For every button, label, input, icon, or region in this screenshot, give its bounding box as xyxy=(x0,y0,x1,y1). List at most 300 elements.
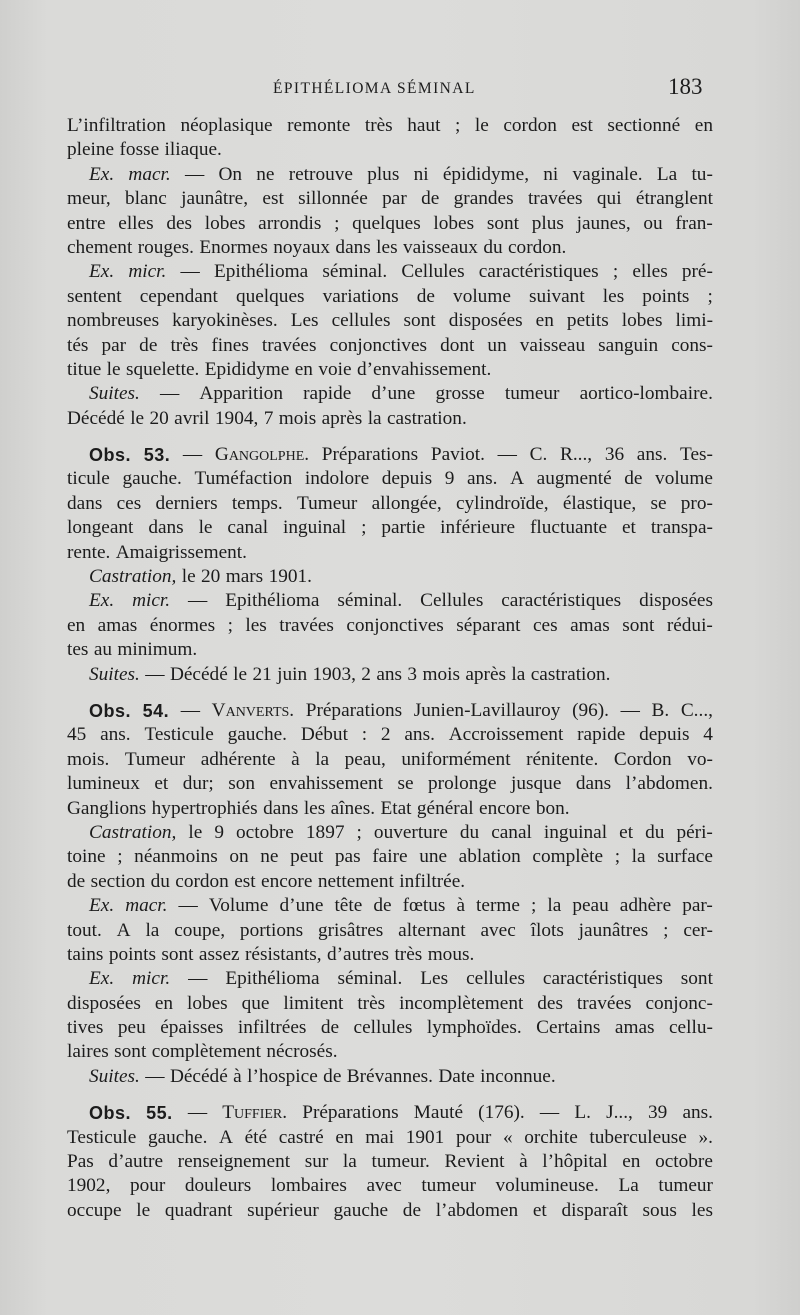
word: quelques xyxy=(352,212,421,234)
word: portions xyxy=(239,919,304,941)
word: section xyxy=(90,870,146,892)
word: très xyxy=(394,943,423,965)
paragraph xyxy=(67,114,713,163)
word: meur, xyxy=(67,188,111,210)
word: — xyxy=(178,895,198,917)
text-line xyxy=(67,845,713,869)
word: inconnue. xyxy=(480,1065,556,1087)
word: 3 xyxy=(407,663,418,685)
word: étranglent xyxy=(635,188,713,210)
section-label: Ex. xyxy=(89,590,115,612)
word: ; xyxy=(117,846,123,868)
word: lobes xyxy=(433,212,475,234)
word: et xyxy=(154,773,169,795)
text-line xyxy=(67,212,713,236)
word: indolore xyxy=(304,468,370,490)
word: mois xyxy=(278,407,317,429)
word: de xyxy=(373,895,392,917)
word: haut xyxy=(407,115,441,136)
word: inférieure xyxy=(440,517,516,539)
word: ablation xyxy=(458,846,521,868)
paragraph-gap xyxy=(67,431,713,443)
word: des xyxy=(537,992,563,1014)
word: vaisseaux xyxy=(402,236,478,258)
word: les xyxy=(602,285,625,307)
word: La xyxy=(618,1175,639,1197)
word: 39 xyxy=(648,1102,668,1124)
word: grandes xyxy=(453,188,514,210)
word: depuis xyxy=(639,724,690,746)
text-line xyxy=(67,382,713,406)
word: de xyxy=(320,1017,340,1039)
section-label: Ex. xyxy=(89,163,115,185)
text-line xyxy=(67,699,713,723)
text-line xyxy=(67,260,713,284)
section-label: Suites. xyxy=(89,1065,140,1087)
word: épaisses xyxy=(160,1017,224,1039)
paragraph xyxy=(67,1065,713,1089)
text-line xyxy=(67,894,713,918)
section-label: macr. xyxy=(125,895,168,917)
word: canal xyxy=(227,517,269,539)
word: du xyxy=(645,821,665,843)
word: A xyxy=(219,1126,233,1148)
word: Décédé xyxy=(67,407,125,429)
word: très xyxy=(170,334,199,356)
word: cependant xyxy=(139,285,218,307)
word: ans xyxy=(376,663,403,685)
word: Préparations xyxy=(305,699,403,721)
word: la xyxy=(315,748,330,770)
word: caractéristiques xyxy=(501,590,622,612)
word: bon. xyxy=(535,797,570,819)
word: quelques xyxy=(235,285,305,307)
word: adhère xyxy=(619,895,672,917)
word: — xyxy=(620,699,640,721)
word: travées xyxy=(576,992,632,1014)
word: adhérente xyxy=(200,748,276,770)
word: Apparition xyxy=(199,383,283,405)
word: On xyxy=(218,163,243,185)
word: séminal. xyxy=(322,261,388,283)
section-label: micr. xyxy=(132,590,171,612)
word: Testicule xyxy=(144,724,214,746)
word: augmenté xyxy=(536,468,612,490)
word: sanguin xyxy=(598,334,659,356)
section-label: Castration, xyxy=(89,821,177,843)
word: — xyxy=(160,383,180,405)
word: J..., xyxy=(606,1102,633,1124)
section-label: Castration, xyxy=(89,566,177,588)
word: avril xyxy=(174,407,210,429)
section-label: Ex. xyxy=(89,261,115,283)
word: castration. xyxy=(530,663,611,685)
word: pour xyxy=(129,1175,166,1197)
word: amas xyxy=(570,614,610,636)
word: tête xyxy=(334,895,363,917)
word: pas xyxy=(334,846,361,868)
word: nécrosés. xyxy=(266,1041,338,1063)
word: lobes xyxy=(204,212,246,234)
word: par xyxy=(101,334,127,356)
word: d’une xyxy=(279,895,324,917)
word: d’autre xyxy=(108,1151,164,1173)
word: rapide xyxy=(303,383,352,405)
word: se xyxy=(397,773,414,795)
word: disposées xyxy=(639,590,713,612)
word: faire xyxy=(372,846,408,868)
text-line xyxy=(67,797,713,821)
word: de xyxy=(67,870,86,892)
word: suivant xyxy=(528,285,585,307)
text-line xyxy=(67,565,713,589)
word: vaisseau xyxy=(519,334,586,356)
word: petits xyxy=(566,310,609,332)
paragraph xyxy=(67,894,713,967)
word: sont xyxy=(114,1041,147,1063)
word: retrouve xyxy=(288,163,353,185)
word: est xyxy=(262,188,284,210)
text-line xyxy=(67,407,713,431)
word: titue xyxy=(67,358,102,380)
word: surface xyxy=(657,846,713,868)
word: de xyxy=(323,1065,342,1087)
word: le xyxy=(136,1199,151,1221)
text-line xyxy=(67,187,713,211)
word: caractéristiques xyxy=(478,261,599,283)
word: ans. xyxy=(404,724,435,746)
word: Décédé xyxy=(169,663,228,685)
word: les xyxy=(303,797,326,819)
word: ni xyxy=(413,163,429,185)
word: Etat xyxy=(380,797,412,819)
text-line xyxy=(67,1101,713,1125)
word: pro- xyxy=(680,492,713,514)
word: minimum. xyxy=(117,639,198,661)
word: vaginale. xyxy=(572,163,643,185)
word: les xyxy=(245,614,267,636)
word: ». xyxy=(698,1126,713,1148)
word: aînes. xyxy=(330,797,376,819)
word: Paviot. xyxy=(430,444,485,466)
section-label: Ex. xyxy=(89,968,115,990)
word: Début xyxy=(300,724,348,746)
word: disparaît xyxy=(561,1199,628,1221)
word: Enormes xyxy=(199,236,268,258)
word: C. xyxy=(529,444,548,466)
word: Tumeur xyxy=(124,748,186,770)
word: C..., xyxy=(680,699,713,721)
word: amas xyxy=(614,1017,655,1039)
word: en xyxy=(694,115,713,136)
word: on xyxy=(229,846,249,868)
word: 1902, xyxy=(67,1175,111,1197)
word: séminal. xyxy=(337,968,403,990)
word: la xyxy=(511,663,526,685)
word: tu- xyxy=(691,163,713,185)
word: — xyxy=(188,590,208,612)
paragraph xyxy=(67,382,713,431)
paragraph-gap xyxy=(67,1089,713,1101)
word: pour xyxy=(455,1126,492,1148)
word: partie xyxy=(381,517,426,539)
word: par- xyxy=(682,895,713,917)
word: ; xyxy=(612,261,619,283)
word: jaunâtre, xyxy=(181,188,249,210)
word: en xyxy=(154,992,174,1014)
word: Brévannes. xyxy=(346,1065,433,1087)
word: néoplasique xyxy=(180,115,273,136)
word: sur xyxy=(304,1151,329,1173)
word: tumeur xyxy=(658,1175,713,1197)
word: Décédé xyxy=(169,1065,228,1087)
word: avec xyxy=(366,1175,402,1197)
word: terme xyxy=(476,895,520,917)
word: — xyxy=(145,663,165,685)
word: peut xyxy=(290,846,324,868)
word: Mauté xyxy=(413,1102,464,1124)
word: lombaires xyxy=(270,1175,347,1197)
word: lymphoïdes. xyxy=(426,1017,522,1039)
word: ; xyxy=(361,517,367,539)
word: ; xyxy=(227,614,233,636)
word: rente. xyxy=(67,541,111,563)
paragraph xyxy=(67,663,713,687)
word: est xyxy=(571,115,593,136)
word: coupe, xyxy=(174,919,226,941)
word: A xyxy=(510,468,525,490)
word: dont xyxy=(440,334,475,356)
word: (96). xyxy=(572,699,610,721)
word: cer- xyxy=(683,919,713,941)
word: la xyxy=(631,846,646,868)
word: ticule xyxy=(67,468,110,490)
word: elles xyxy=(632,261,668,283)
word: cordon xyxy=(175,870,229,892)
paragraph xyxy=(67,565,713,589)
word: Les xyxy=(290,310,319,332)
word: mars xyxy=(225,566,264,588)
word: travées xyxy=(279,614,334,636)
word: par xyxy=(382,188,407,210)
text-line xyxy=(67,309,713,333)
word: Préparations xyxy=(321,444,419,466)
word: temps. xyxy=(231,492,283,514)
word: le xyxy=(474,115,489,136)
word: variations xyxy=(322,285,399,307)
word: de xyxy=(624,468,643,490)
section-label: Suites. xyxy=(89,663,140,685)
word: ; xyxy=(707,285,713,307)
word: ; xyxy=(614,846,621,868)
word: de xyxy=(402,1199,421,1221)
word: sont xyxy=(680,968,713,990)
word: jaunâtres xyxy=(578,919,649,941)
text-line xyxy=(67,943,713,967)
word: qui xyxy=(596,188,622,210)
word: volume xyxy=(655,468,713,490)
text-line xyxy=(67,285,713,309)
word: fluctuante xyxy=(530,517,608,539)
word: Epithélioma xyxy=(213,261,309,283)
text-line xyxy=(67,114,713,138)
word: l’abdomen. xyxy=(625,773,713,795)
word: son xyxy=(228,773,256,795)
word: d’envahissement. xyxy=(356,358,492,380)
word: cons- xyxy=(671,334,713,356)
text-line xyxy=(67,992,713,1016)
word: des xyxy=(166,212,193,234)
word: Revient xyxy=(444,1151,505,1173)
word: et xyxy=(532,1199,547,1221)
text-line xyxy=(67,663,713,687)
word: cordon xyxy=(503,115,557,136)
word: se xyxy=(650,492,667,514)
word: 1904, xyxy=(214,407,259,429)
section-label: micr. xyxy=(132,968,171,990)
word: allongée, xyxy=(371,492,442,514)
word: fran- xyxy=(675,212,713,234)
text-line xyxy=(67,967,713,991)
word: d’une xyxy=(371,383,416,405)
word: sectionné xyxy=(607,115,681,136)
word: — xyxy=(187,1102,208,1124)
word: mous. xyxy=(427,943,475,965)
paragraph xyxy=(67,967,713,1065)
word: Préparations xyxy=(302,1102,399,1124)
word: dans xyxy=(263,797,299,819)
word: dans xyxy=(67,492,103,514)
word: le xyxy=(188,821,203,843)
word: très xyxy=(357,992,386,1014)
text-line xyxy=(67,236,713,260)
word: le xyxy=(198,517,213,539)
paragraph xyxy=(67,821,713,894)
word: lobes xyxy=(621,310,663,332)
word: points xyxy=(108,943,156,965)
word: castré xyxy=(278,1126,324,1148)
word: mai xyxy=(365,1126,395,1148)
word: mois xyxy=(422,663,460,685)
word: avec xyxy=(480,919,516,941)
word: l’hospice xyxy=(247,1065,318,1087)
word: A xyxy=(116,919,131,941)
word: le xyxy=(130,407,145,429)
word: sont xyxy=(486,212,519,234)
word: Tuméfaction xyxy=(194,468,293,490)
word: lobes xyxy=(186,992,228,1014)
word: Cellules xyxy=(401,261,465,283)
word: cordon. xyxy=(508,236,567,258)
paragraph-gap xyxy=(67,687,713,699)
observation-number: Obs. xyxy=(89,1103,132,1124)
word: en xyxy=(335,1126,354,1148)
text-line xyxy=(67,1174,713,1198)
word: uniformément xyxy=(401,748,511,770)
paragraph xyxy=(67,443,713,565)
word: entre xyxy=(67,212,106,234)
word: Junien-Lavillauroy xyxy=(413,699,561,721)
word: — xyxy=(182,444,203,466)
word: juin xyxy=(277,663,308,685)
page-body-text xyxy=(67,114,713,1223)
word: points xyxy=(642,285,690,307)
word: karyokinèses. xyxy=(172,310,278,332)
word: conjonctives xyxy=(329,334,428,356)
word: douleurs xyxy=(184,1175,252,1197)
text-line xyxy=(67,772,713,796)
text-line xyxy=(67,723,713,747)
word: dur; xyxy=(182,773,214,795)
word: Date xyxy=(438,1065,475,1087)
text-line xyxy=(67,443,713,467)
word: les xyxy=(376,236,398,258)
word: dans xyxy=(148,517,184,539)
word: jusque xyxy=(511,773,562,795)
paragraph xyxy=(67,589,713,662)
word: les xyxy=(691,1199,713,1221)
word: Ganglions xyxy=(67,797,147,819)
word: Amaigrissement. xyxy=(115,541,247,563)
word: conjonctives xyxy=(346,614,444,636)
word: rouges. xyxy=(137,236,194,258)
word: blanc xyxy=(125,188,167,210)
word: 20 xyxy=(201,566,221,588)
word: 36 xyxy=(604,444,625,466)
word: transpa- xyxy=(650,517,713,539)
word: — xyxy=(497,444,517,466)
word: à xyxy=(233,1065,242,1087)
word: tives xyxy=(67,1017,104,1039)
word: est xyxy=(234,870,256,892)
word: ouverture xyxy=(373,821,448,843)
word: en xyxy=(294,358,313,380)
word: dans xyxy=(335,236,371,258)
word: au xyxy=(93,639,113,661)
word: Certains xyxy=(536,1017,601,1039)
word: l’hôpital xyxy=(542,1151,608,1173)
word: rapide xyxy=(577,724,626,746)
word: épididyme, xyxy=(442,163,530,185)
word: Volume xyxy=(208,895,269,917)
word: en xyxy=(535,310,554,332)
word: ; xyxy=(530,895,537,917)
observation-number: 53. xyxy=(143,445,171,466)
text-line xyxy=(67,1065,713,1089)
text-line xyxy=(67,1199,713,1223)
section-label: macr. xyxy=(128,163,171,185)
word: ; xyxy=(356,821,362,843)
word: à xyxy=(456,895,466,917)
word: infiltrée. xyxy=(399,870,466,892)
word: rédui- xyxy=(666,614,713,636)
word: ne xyxy=(256,163,275,185)
text-line xyxy=(67,358,713,382)
word: voie xyxy=(318,358,352,380)
word: noyaux xyxy=(273,236,331,258)
word: 2 xyxy=(380,724,391,746)
word: la xyxy=(547,895,562,917)
text-line xyxy=(67,748,713,772)
word: fines xyxy=(211,334,249,356)
author-name: Vanverts. xyxy=(211,699,295,721)
word: très xyxy=(364,115,393,136)
word: du xyxy=(150,870,170,892)
word: d’autres xyxy=(326,943,390,965)
text-line xyxy=(67,1016,713,1040)
word: conjonc- xyxy=(645,992,713,1014)
word: Les xyxy=(420,968,449,990)
